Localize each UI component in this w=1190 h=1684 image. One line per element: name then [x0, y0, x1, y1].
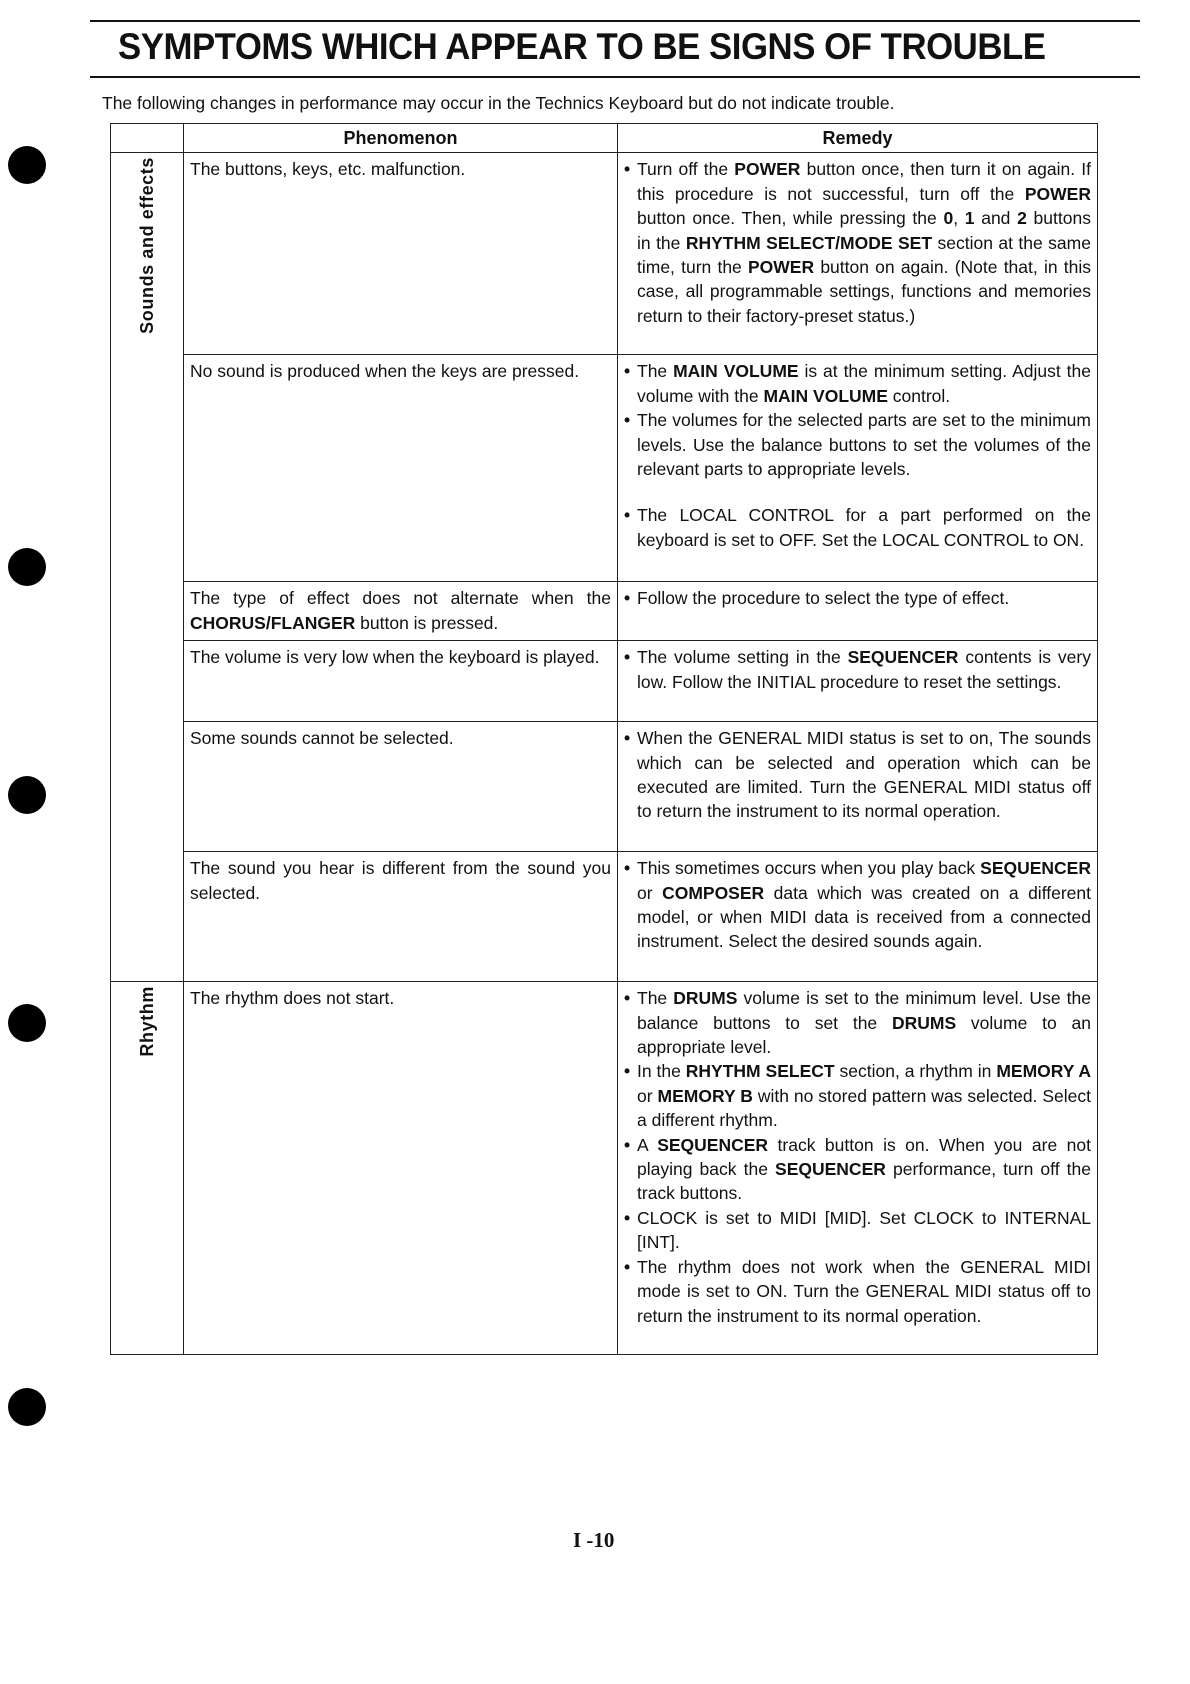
phenomenon-cell: No sound is produced when the keys are pressed. — [184, 355, 618, 582]
intro-text: The following changes in performance may occur in the Technics Keyboard but do not indicate trouble. — [102, 93, 895, 113]
category-label: Sounds and effects — [136, 157, 157, 335]
phenomenon-cell: The buttons, keys, etc. malfunction. — [184, 153, 618, 355]
remedy-item: • The LOCAL CONTROL for a part performed on the keyboard is set to OFF. Set the LOCAL CONTROL to ON. — [624, 505, 1091, 550]
table-row — [111, 355, 1098, 582]
table-row — [111, 722, 1098, 852]
category-label: Rhythm — [136, 986, 157, 1057]
top-rule — [90, 20, 1140, 22]
remedy-cell — [618, 641, 1098, 722]
remedy-cell — [618, 722, 1098, 852]
table-row — [111, 582, 1098, 641]
remedy-item: • The MAIN VOLUME is at the minimum setting. Adjust the volume with the MAIN VOLUME control. — [624, 361, 1091, 406]
phenomenon-cell: Some sounds cannot be selected. — [184, 722, 618, 852]
table-header-row — [111, 124, 1098, 153]
header-phenomenon: Phenomenon — [184, 124, 618, 153]
remedy-item: • A SEQUENCER track button is on. When you are not playing back the SEQUENCER performance, turn off the track buttons. — [624, 1134, 1091, 1204]
remedy-item: • CLOCK is set to MIDI [MID]. Set CLOCK to INTERNAL [INT]. — [624, 1207, 1091, 1253]
bullet: • — [624, 159, 631, 180]
binder-hole-1 — [8, 146, 46, 184]
binder-hole-4 — [8, 1004, 46, 1042]
remedy-item: • This sometimes occurs when you play back SEQUENCER or COMPOSER data which was created on a different model, or when MIDI data is received from a connected instrument. Select the desired sounds again. — [624, 858, 1091, 952]
page-number: I -10 — [573, 1528, 615, 1552]
title-underline — [90, 76, 1140, 78]
phenomenon-cell: The type of effect does not alternate when the CHORUS/FLANGER button is pressed. — [184, 582, 618, 641]
remedy-item: • In the RHYTHM SELECT section, a rhythm in MEMORY A or MEMORY B with no stored pattern was selected. Select a different rhythm. — [624, 1061, 1092, 1131]
remedy-cell — [618, 355, 1098, 582]
header-blank — [111, 124, 184, 153]
binder-hole-3 — [8, 776, 46, 814]
remedy-item: • When the GENERAL MIDI status is set to on, The sounds which can be selected and operation which can be executed are limited. Turn the GENERAL MIDI status off to return the instrument to its normal operation. — [624, 728, 1091, 822]
remedy-item: • Follow the procedure to select the type of effect. — [624, 588, 1010, 609]
binder-hole-2 — [8, 548, 46, 586]
remedy-item: • The DRUMS volume is set to the minimum level. Use the balance buttons to set the DRUMS volume to an appropriate level. — [624, 988, 1091, 1058]
remedy-item: • The rhythm does not work when the GENERAL MIDI mode is set to ON. Turn the GENERAL MIDI status off to return the instrument to its normal operation. — [624, 1256, 1091, 1326]
binder-hole-5 — [8, 1388, 46, 1426]
remedy-item: • The volumes for the selected parts are set to the minimum levels. Use the balance buttons to set the volumes of the relevant parts to appropriate levels. — [624, 410, 1091, 480]
remedy-cell — [618, 153, 1098, 355]
category-rhythm — [111, 982, 184, 1355]
header-remedy: Remedy — [618, 124, 1098, 153]
remedy-item: • The volume setting in the SEQUENCER contents is very low. Follow the INITIAL procedure to reset the settings. — [624, 647, 1091, 692]
table-row — [111, 852, 1098, 982]
remedy-cell — [618, 982, 1098, 1355]
page-title: SYMPTOMS WHICH APPEAR TO BE SIGNS OF TROUBLE — [118, 26, 1046, 67]
table-row — [111, 153, 1098, 355]
remedy-cell — [618, 582, 1098, 641]
remedy-item: • Turn off the POWER button once, then turn it on again. If this procedure is not successful, turn off the POWER button once. Then, while pressing the 0, 1 and 2 buttons in the RHYTHM SELECT/MODE SET section at the same time, turn the POWER button on again. (Note that, in this case, all programmable settings, functions and memories return to their factory-preset status.) — [624, 157, 1091, 328]
table-row — [111, 641, 1098, 722]
remedy-cell — [618, 852, 1098, 982]
trouble-table — [110, 123, 1098, 1355]
phenomenon-cell: The volume is very low when the keyboard is played. — [184, 641, 618, 722]
category-sounds-and-effects — [111, 153, 184, 982]
phenomenon-cell: The sound you hear is different from the sound you selected. — [184, 852, 618, 982]
phenomenon-cell: The rhythm does not start. — [184, 982, 618, 1355]
table-row — [111, 982, 1098, 1355]
